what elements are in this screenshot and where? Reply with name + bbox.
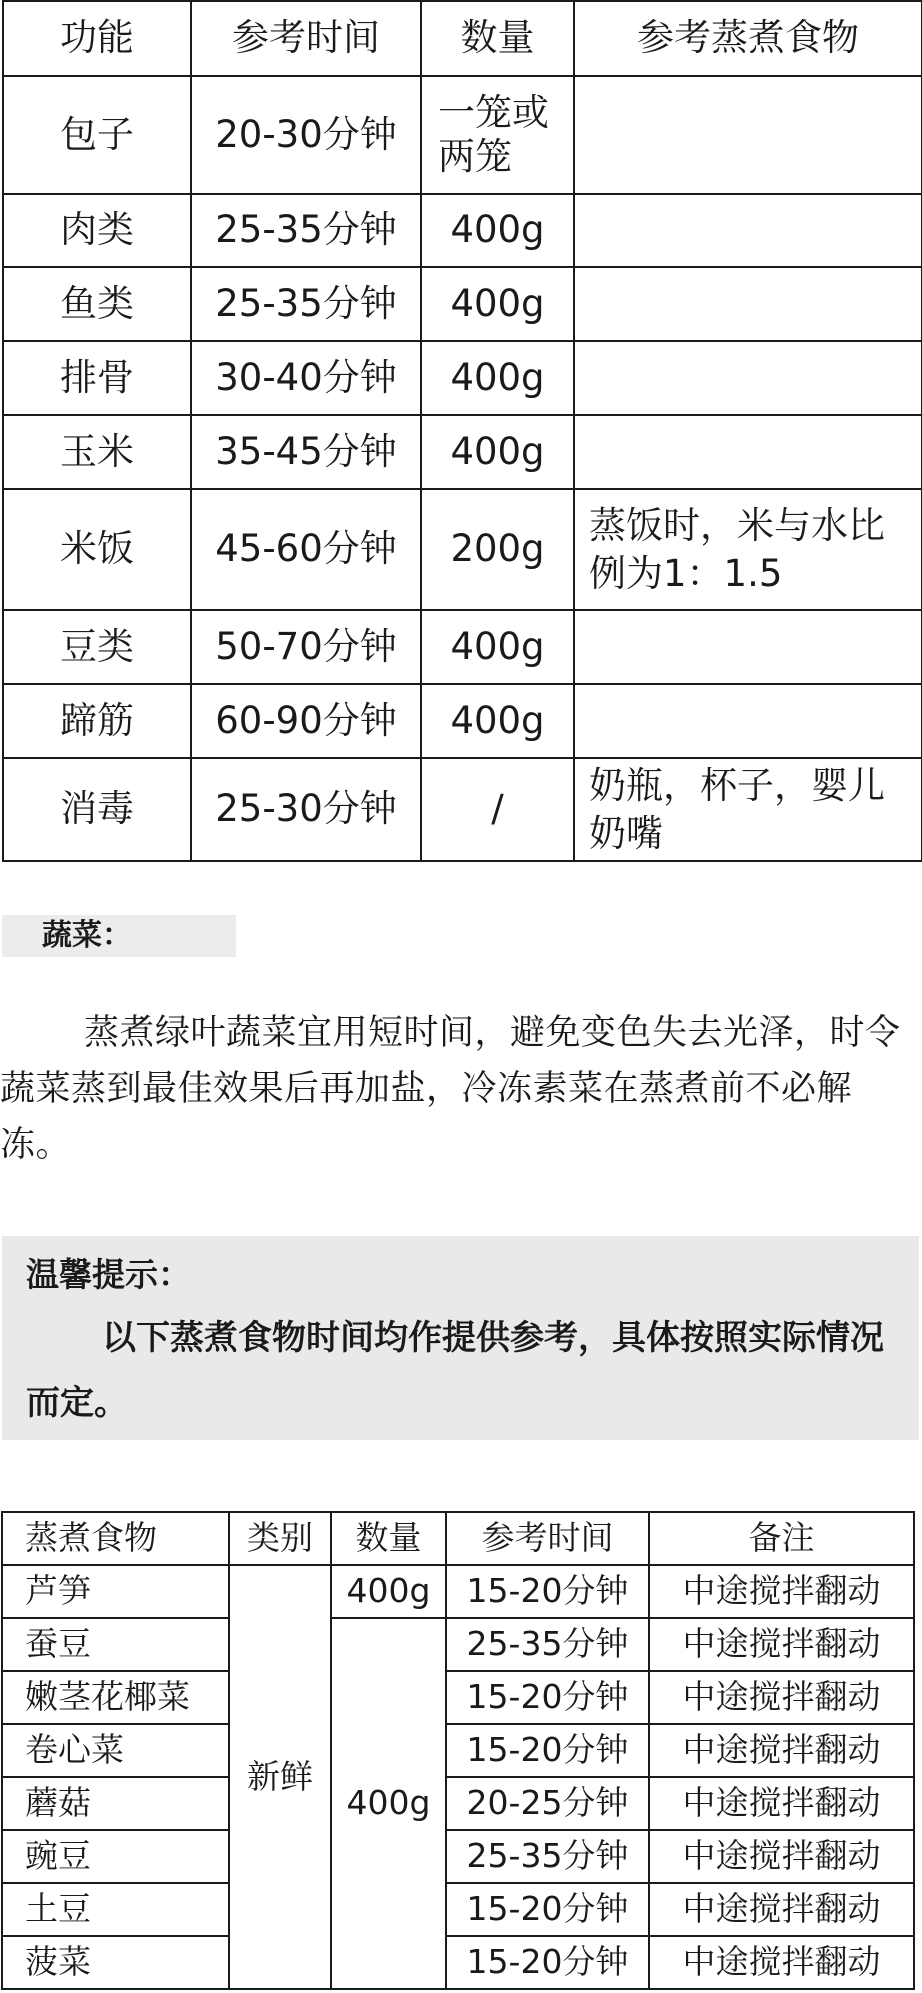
row-quantity: / [421,758,574,861]
table-row [2,1936,914,1989]
row-function: 米饭 [3,489,191,610]
row-quantity: 400g [421,610,574,684]
row-remark: 中途搅拌翻动 [649,1618,914,1671]
row-time: 15-20分钟 [446,1565,649,1618]
table-header-row [3,1,922,76]
header-quantity: 数量 [331,1512,446,1565]
tip-box [2,1236,919,1440]
row-note [574,684,922,758]
table-row [3,758,922,861]
row-time: 20-25分钟 [446,1777,649,1830]
row-quantity: 400g [421,341,574,415]
header-reference-time: 参考时间 [446,1512,649,1565]
table-row [3,610,922,684]
row-time: 25-35分钟 [446,1618,649,1671]
table-row [3,489,922,610]
table-row [3,684,922,758]
category-cell: 新鲜 [229,1565,331,1989]
row-note: 奶瓶，杯子，婴儿奶嘴 [574,758,922,861]
table-row [2,1671,914,1724]
header-reference-food: 参考蒸煮食物 [574,1,922,76]
row-remark: 中途搅拌翻动 [649,1777,914,1830]
vegetable-section-heading: 蔬菜： [2,915,236,957]
row-note [574,76,922,194]
row-function: 肉类 [3,194,191,267]
row-time: 30-40分钟 [191,341,421,415]
row-time: 15-20分钟 [446,1671,649,1724]
row-time: 15-20分钟 [446,1724,649,1777]
row-time: 25-35分钟 [191,267,421,341]
row-time: 15-20分钟 [446,1936,649,1989]
row-food: 蚕豆 [2,1618,229,1671]
row-food: 豌豆 [2,1830,229,1883]
row-time: 25-35分钟 [191,194,421,267]
header-remark: 备注 [649,1512,914,1565]
row-function: 包子 [3,76,191,194]
table-row [2,1883,914,1936]
table-header-row [2,1512,914,1565]
row-quantity: 400g [421,267,574,341]
row-remark: 中途搅拌翻动 [649,1883,914,1936]
row-food: 蘑菇 [2,1777,229,1830]
table-row [2,1830,914,1883]
header-reference-time: 参考时间 [191,1,421,76]
row-time: 45-60分钟 [191,489,421,610]
row-quantity: 400g [421,194,574,267]
table-row [3,76,922,194]
header-function: 功能 [3,1,191,76]
row-note [574,610,922,684]
vegetable-paragraph: 蒸煮绿叶蔬菜宜用短时间，避免变色失去光泽，时令蔬菜蒸到最佳效果后再加盐，冷冻素菜在蒸煮前不必解冻。 [0,1013,901,1165]
header-quantity: 数量 [421,1,574,76]
row-time: 35-45分钟 [191,415,421,489]
tip-title: 温馨提示： [26,1255,191,1294]
row-food: 嫩茎花椰菜 [2,1671,229,1724]
row-function: 消毒 [3,758,191,861]
row-note [574,415,922,489]
row-time: 25-35分钟 [446,1830,649,1883]
row-function: 蹄筋 [3,684,191,758]
row-function: 鱼类 [3,267,191,341]
row-food: 土豆 [2,1883,229,1936]
row-time: 20-30分钟 [191,76,421,194]
header-food: 蒸煮食物 [2,1512,229,1565]
row-quantity: 400g [421,684,574,758]
row-quantity: 400g [421,415,574,489]
table-row [3,194,922,267]
table-row [2,1777,914,1830]
row-remark: 中途搅拌翻动 [649,1936,914,1989]
row-quantity: 400g [331,1565,446,1618]
row-note [574,194,922,267]
row-function: 玉米 [3,415,191,489]
row-food: 菠菜 [2,1936,229,1989]
row-function: 豆类 [3,610,191,684]
row-quantity: 200g [421,489,574,610]
row-time: 25-30分钟 [191,758,421,861]
steam-function-table [2,0,922,862]
row-time: 15-20分钟 [446,1883,649,1936]
row-function: 排骨 [3,341,191,415]
row-remark: 中途搅拌翻动 [649,1830,914,1883]
row-remark: 中途搅拌翻动 [649,1565,914,1618]
row-food: 卷心菜 [2,1724,229,1777]
row-note [574,341,922,415]
row-remark: 中途搅拌翻动 [649,1671,914,1724]
row-note: 蒸饭时，米与水比例为1：1.5 [574,489,922,610]
table-row [3,341,922,415]
row-food: 芦笋 [2,1565,229,1618]
vegetable-steam-table [1,1511,915,1990]
table-row [2,1618,914,1671]
row-remark: 中途搅拌翻动 [649,1724,914,1777]
table-row [3,415,922,489]
row-note [574,267,922,341]
row-time: 60-90分钟 [191,684,421,758]
tip-body: 以下蒸煮食物时间均作提供参考，具体按照实际情况而定。 [26,1318,884,1423]
header-category: 类别 [229,1512,331,1565]
table-row [2,1724,914,1777]
table-row [3,267,922,341]
merged-quantity-cell: 400g [331,1618,446,1989]
row-quantity: 一笼或两笼 [421,76,574,194]
row-time: 50-70分钟 [191,610,421,684]
table-row [2,1565,914,1618]
